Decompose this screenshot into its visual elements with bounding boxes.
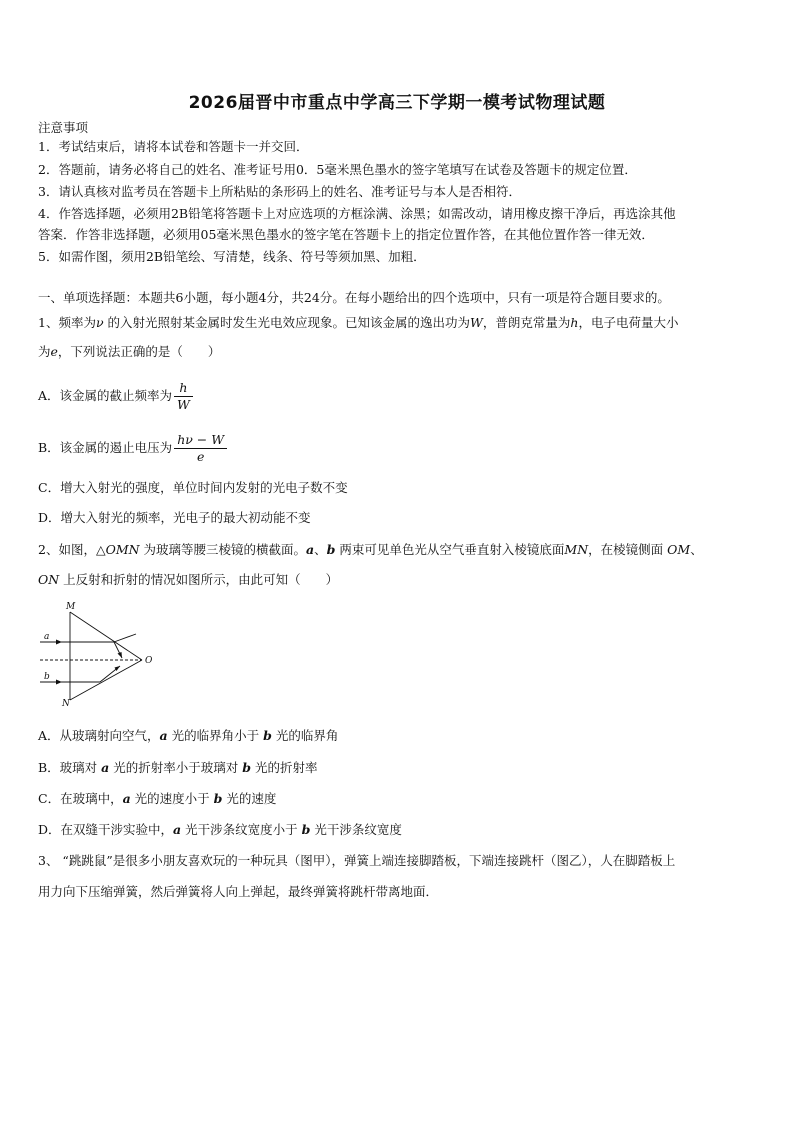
notice-item-4: 4．作答选择题，必须用2B铅笔将答题卡上对应选项的方框涂满、涂黑；如需改动，请用橡皮擦干净后，再选涂其他 [38,206,676,221]
q1-option-a-fraction [174,380,193,413]
label-O: O [145,656,153,666]
q1-option-b-fraction [174,432,227,465]
q2-symbol-a: a [306,542,315,557]
q2-symbol-triangle: △OMN [95,542,140,557]
q2-symbol-b: b [326,542,336,557]
symbol-b: b [301,822,311,837]
q2-stem-text: ，在棱镜侧面 [588,542,668,557]
option-text: A．从玻璃射向空气， [38,728,160,743]
arrow-b [56,680,62,685]
q2-symbol-ON: ON [38,572,60,587]
symbol-b: b [213,791,223,806]
q1-option-b-text: B．该金属的遏止电压为 [38,440,173,455]
symbol-a: a [122,791,131,806]
q1-stem-line2 [38,344,220,360]
prism-figure [36,600,166,710]
option-text: 光的速度 [222,791,277,806]
option-text: 光干涉条纹宽度小于 [181,822,302,837]
arrow-a-reflected [118,652,123,658]
beam-a-refracted [114,634,136,642]
q2-symbol-OM: OM [667,542,691,557]
notice-item-5: 5．如需作图，须用2B铅笔绘、写清楚，线条、符号等须加黑、加粗． [38,249,426,264]
fraction-denominator: W [177,397,190,412]
label-b: b [44,672,50,682]
q2-option-b [38,760,317,776]
q1-symbol-e: e [50,344,58,359]
option-text: C．在玻璃中， [38,791,123,806]
q1-option-d: D．增大入射光的频率，光电子的最大初动能不变 [38,510,311,525]
q2-stem-text: 两束可见单色光从空气垂直射入棱镜底面 [335,542,565,557]
q1-stem-text: ，下列说法正确的是（ ） [57,344,221,359]
notice-heading: 注意事项 [38,120,89,135]
q1-stem-text: ，电子电荷量大小 [578,315,679,330]
label-N: N [62,699,70,709]
symbol-a: a [159,728,168,743]
q1-option-b [38,432,227,465]
q2-option-d [38,822,402,838]
symbol-b: b [242,760,251,775]
q2-stem-text: 、 [690,542,703,557]
q1-stem-text: 1、频率为 [38,315,96,330]
q2-stem-text: 为玻璃等腰三棱镜的横截面。 [139,542,307,557]
prism-side-ON [70,660,142,700]
q2-option-c [38,791,276,807]
q2-stem-line1 [38,542,703,558]
notice-item-1: 1．考试结束后，请将本试卷和答题卡一并交回． [38,139,309,154]
symbol-a: a [101,760,110,775]
notice-item-3: 3．请认真核对监考员在答题卡上所粘贴的条形码上的姓名、准考证号与本人是否相符． [38,184,521,199]
q1-symbol-W: W [470,315,483,330]
option-text: 光的折射率小于玻璃对 [109,760,243,775]
option-text: 光的折射率 [250,760,318,775]
exam-title: 2026届晋中市重点中学高三下学期一模考试物理试题 [188,93,606,113]
q2-stem-text: 、 [314,542,327,557]
option-text: 光的临界角小于 [167,728,264,743]
q1-option-a [38,380,193,413]
fraction-numerator: hν − W [174,432,227,449]
q2-option-a [38,728,338,744]
symbol-a: a [173,822,182,837]
option-text: 光干涉条纹宽度 [310,822,402,837]
q2-stem-text: 2、如图， [38,542,96,557]
q1-stem-text: 为 [38,344,51,359]
q1-option-a-text: A．该金属的截止频率为 [38,388,173,403]
fraction-numerator: h [174,380,193,397]
fraction-denominator: e [196,449,205,464]
option-text: D．在双缝干涉实验中， [38,822,174,837]
q1-stem-line1 [38,315,679,331]
q2-stem-text: 上反射和折射的情况如图所示，由此可知（ ） [59,572,339,587]
q3-stem-line1: 3、 “跳跳鼠”是很多小朋友喜欢玩的一种玩具（图甲），弹簧上端连接脚踏板，下端连接跳杆（图乙），人在脚踏板上 [38,853,676,868]
option-text: B．玻璃对 [38,760,102,775]
q1-symbol-nu: ν [95,315,104,330]
section-heading: 一、单项选择题：本题共6小题，每小题4分，共24分。在每小题给出的四个选项中，只有一项是符合题目要求的。 [38,290,670,305]
q2-symbol-MN: MN [564,542,589,557]
q1-symbol-h: h [570,315,579,330]
notice-item-2: 2．答题前，请务必将自己的姓名、准考证号用0．5毫米黑色墨水的签字笔填写在试卷及答题卡的规定位置． [38,162,637,177]
option-text: 光的临界角 [271,728,339,743]
q1-option-c: C．增大入射光的强度，单位时间内发射的光电子数不变 [38,480,348,495]
arrow-a [56,640,62,645]
label-M: M [66,602,76,612]
symbol-b: b [263,728,272,743]
q1-stem-text: 的入射光照射某金属时发生光电效应现象。已知该金属的逸出功为 [103,315,471,330]
q1-stem-text: ，普朗克常量为 [482,315,571,330]
option-text: 光的速度小于 [130,791,214,806]
q3-stem-line2: 用力向下压缩弹簧，然后弹簧将人向上弹起，最终弹簧将跳杆带离地面． [38,884,439,899]
label-a: a [44,632,50,642]
q2-stem-line2 [38,572,338,588]
notice-item-4-cont: 答案．作答非选择题，必须用05毫米黑色墨水的签字笔在答题卡上的指定位置作答，在其他位置作答一律无效． [38,227,654,242]
